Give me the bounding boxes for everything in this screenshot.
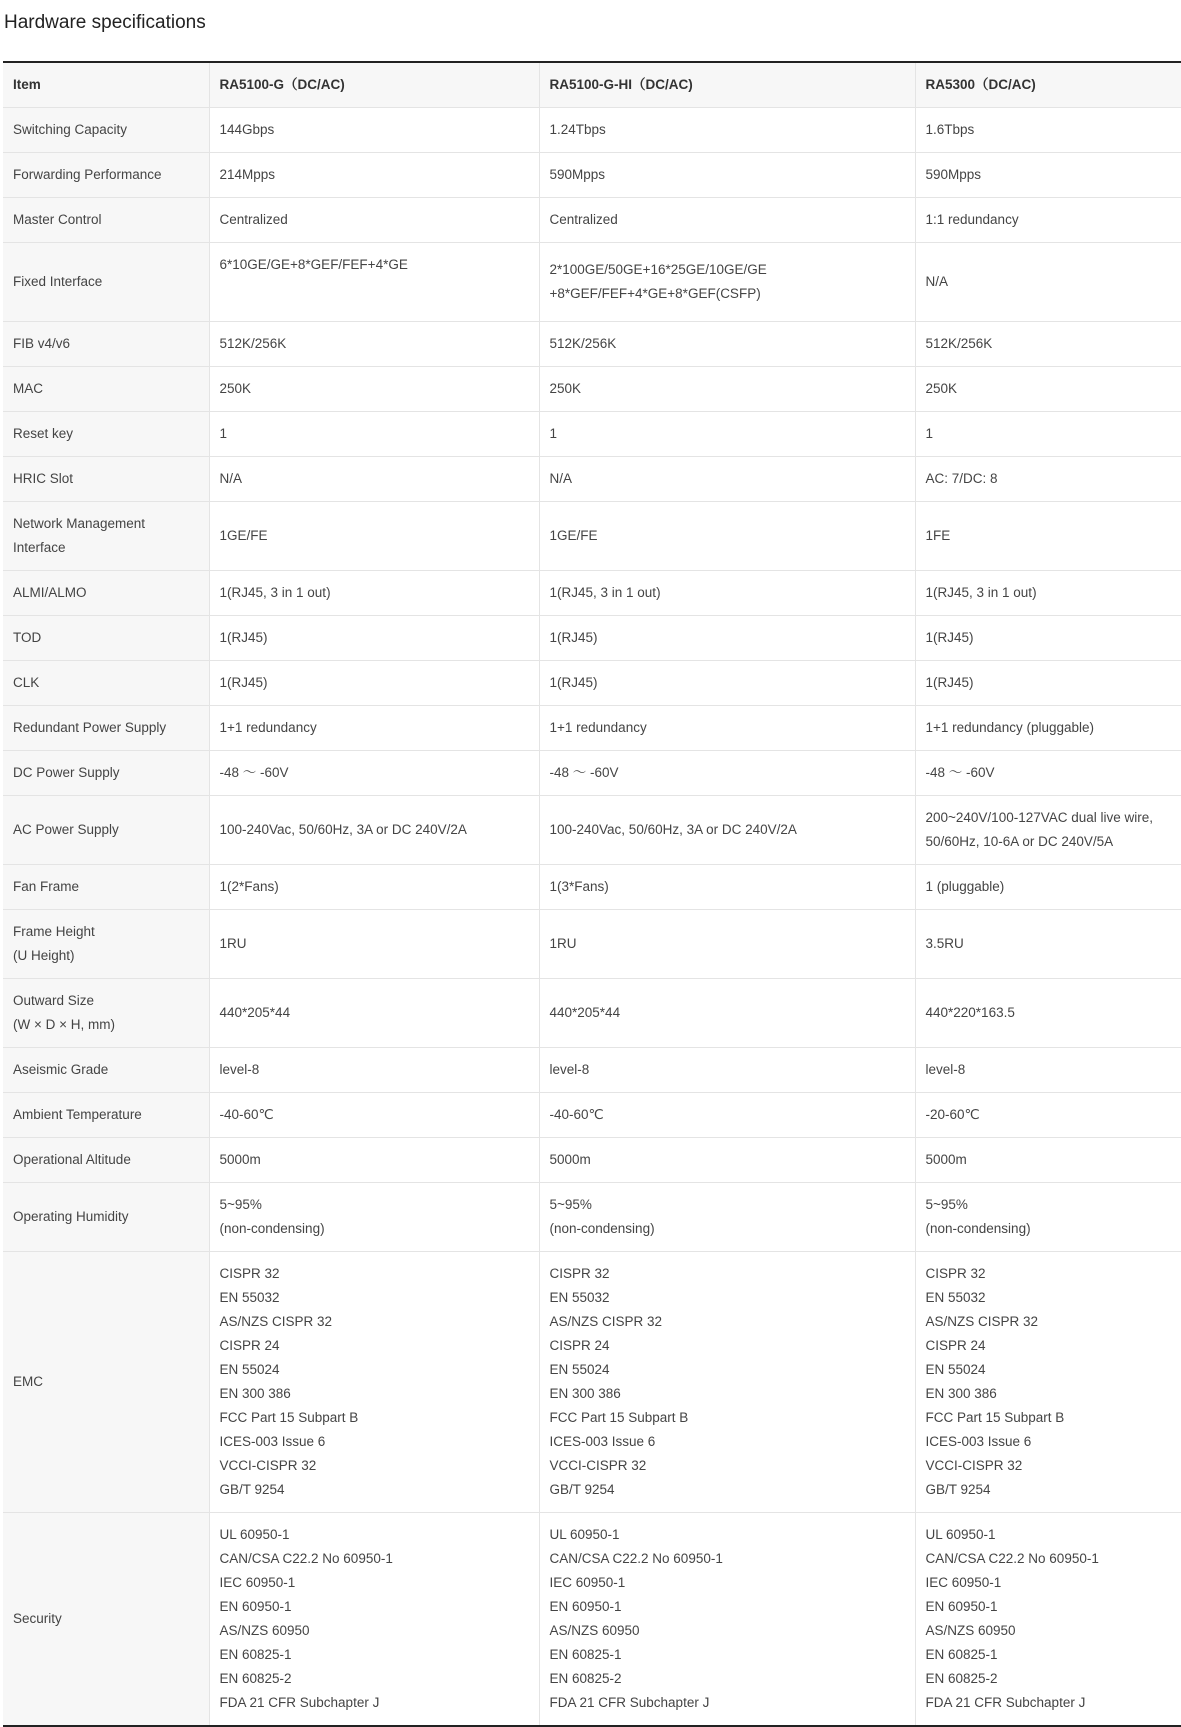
ra5100-g-hi-cell [539, 1513, 915, 1727]
cell-line: 250K [549, 381, 582, 396]
cell-line: Centralized [549, 212, 618, 227]
row-item-cell [3, 706, 209, 751]
ra5100-g-hi-cell [539, 661, 915, 706]
ra5100-g-cell [209, 367, 539, 412]
ra5300-cell [915, 502, 1181, 571]
ra5300-cell [915, 796, 1181, 865]
cell-line: 512K/256K [219, 336, 287, 351]
cell-line: EN 55032 [219, 1290, 280, 1305]
ra5100-g-cell [209, 1513, 539, 1727]
cell-line: +8*GEF/FEF+4*GE+8*GEF(CSFP) [549, 286, 761, 301]
cell-line: EN 60950-1 [549, 1599, 622, 1614]
cell-line: AS/NZS 60950 [925, 1623, 1016, 1638]
row-item-cell [3, 1138, 209, 1183]
row-item-cell [3, 910, 209, 979]
cell-line: N/A [219, 471, 243, 486]
row-item-cell [3, 153, 209, 198]
cell-line: 512K/256K [925, 336, 993, 351]
cell-line: 1.24Tbps [549, 122, 606, 137]
ra5100-g-cell [209, 616, 539, 661]
cell-line: 6*10GE/GE+8*GEF/FEF+4*GE [219, 257, 408, 272]
cell-line: N/A [549, 471, 573, 486]
cell-line: FCC Part 15 Subpart B [549, 1410, 689, 1425]
cell-line: level-8 [549, 1062, 590, 1077]
cell-line: EN 60825-1 [925, 1647, 998, 1662]
ra5100-g-cell [209, 1183, 539, 1252]
cell-line: IEC 60950-1 [925, 1575, 1002, 1590]
cell-line: 5~95% [219, 1197, 262, 1212]
ra5100-g-cell [209, 457, 539, 502]
cell-line: IEC 60950-1 [549, 1575, 626, 1590]
row-item-cell [3, 243, 209, 322]
table-row [3, 322, 1181, 367]
ra5300-cell [915, 571, 1181, 616]
ra5100-g-hi-cell [539, 1093, 915, 1138]
cell-line: 1.6Tbps [925, 122, 975, 137]
cell-line: Network Management [13, 516, 146, 531]
ra5100-g-cell [209, 979, 539, 1048]
ra5300-cell [915, 1252, 1181, 1513]
ra5300-cell [915, 1093, 1181, 1138]
cell-line: CISPR 24 [925, 1338, 986, 1353]
row-item-cell [3, 571, 209, 616]
cell-line: (non-condensing) [925, 1221, 1031, 1236]
ra5100-g-cell [209, 1252, 539, 1513]
table-row [3, 706, 1181, 751]
cell-line: EN 300 386 [925, 1386, 997, 1401]
table-body [3, 108, 1181, 1727]
cell-line: 200~240V/100-127VAC dual live wire, [925, 810, 1154, 825]
ra5100-g-cell [209, 153, 539, 198]
cell-line: 1 [925, 426, 934, 441]
cell-line: EN 300 386 [219, 1386, 291, 1401]
cell-line: EN 60825-2 [549, 1671, 622, 1686]
cell-line: Ambient Temperature [13, 1107, 142, 1122]
page-title: Hardware specifications [4, 12, 206, 33]
ra5100-g-cell [209, 1138, 539, 1183]
ra5300-cell [915, 706, 1181, 751]
ra5100-g-hi-cell [539, 457, 915, 502]
table-header-row [3, 62, 1181, 108]
ra5300-cell [915, 457, 1181, 502]
cell-line: 1(RJ45) [549, 630, 598, 645]
cell-line: 1+1 redundancy [219, 720, 317, 735]
cell-line: Interface [13, 540, 66, 555]
ra5100-g-hi-cell [539, 1252, 915, 1513]
cell-line: Centralized [219, 212, 288, 227]
ra5100-g-hi-cell [539, 153, 915, 198]
ra5300-cell [915, 751, 1181, 796]
ra5100-g-cell [209, 1048, 539, 1093]
cell-line: GB/T 9254 [925, 1482, 991, 1497]
cell-line: 590Mpps [925, 167, 982, 182]
table-row [3, 1093, 1181, 1138]
header-ra5100-g-hi: RA5100-G-HI（DC/AC) [539, 62, 915, 108]
cell-line: Fan Frame [13, 879, 80, 894]
ra5100-g-hi-cell [539, 412, 915, 457]
table-row [3, 571, 1181, 616]
cell-line: -20-60℃ [925, 1107, 980, 1122]
cell-line: 1FE [925, 528, 951, 543]
cell-line: UL 60950-1 [925, 1527, 996, 1542]
ra5100-g-cell [209, 571, 539, 616]
ra5100-g-hi-cell [539, 1138, 915, 1183]
cell-line: 5~95% [549, 1197, 592, 1212]
row-item-cell [3, 616, 209, 661]
hardware-spec-table [3, 61, 1181, 1727]
ra5300-cell [915, 198, 1181, 243]
table-row [3, 153, 1181, 198]
cell-line: IEC 60950-1 [219, 1575, 296, 1590]
cell-line: Frame Height [13, 924, 95, 939]
cell-line: -48 ～ -60V [549, 765, 619, 780]
ra5100-g-cell [209, 751, 539, 796]
row-item-cell [3, 502, 209, 571]
cell-line: 512K/256K [549, 336, 617, 351]
cell-line: level-8 [219, 1062, 260, 1077]
cell-line: 440*205*44 [219, 1005, 291, 1020]
table-row [3, 1138, 1181, 1183]
row-item-cell [3, 412, 209, 457]
row-item-cell [3, 1183, 209, 1252]
cell-line: AS/NZS 60950 [219, 1623, 310, 1638]
cell-line: EN 60950-1 [219, 1599, 292, 1614]
ra5300-cell [915, 910, 1181, 979]
row-item-cell [3, 1513, 209, 1727]
cell-line: VCCI-CISPR 32 [219, 1458, 317, 1473]
row-item-cell [3, 457, 209, 502]
table-row [3, 1048, 1181, 1093]
cell-line: MAC [13, 381, 43, 396]
cell-line: UL 60950-1 [219, 1527, 290, 1542]
ra5100-g-hi-cell [539, 1048, 915, 1093]
cell-line: 5000m [219, 1152, 261, 1167]
table-row [3, 1183, 1181, 1252]
ra5100-g-cell [209, 706, 539, 751]
ra5300-cell [915, 367, 1181, 412]
ra5100-g-hi-cell [539, 616, 915, 661]
ra5100-g-hi-cell [539, 502, 915, 571]
ra5300-cell [915, 1513, 1181, 1727]
cell-line: CAN/CSA C22.2 No 60950-1 [549, 1551, 723, 1566]
ra5100-g-hi-cell [539, 322, 915, 367]
cell-line: ICES-003 Issue 6 [549, 1434, 656, 1449]
cell-line: EN 55024 [925, 1362, 986, 1377]
cell-line: AS/NZS 60950 [549, 1623, 640, 1638]
cell-line: N/A [925, 274, 949, 289]
row-item-cell [3, 108, 209, 153]
cell-line: FDA 21 CFR Subchapter J [549, 1695, 710, 1710]
cell-line: DC Power Supply [13, 765, 120, 780]
table-row [3, 979, 1181, 1048]
cell-line: CISPR 24 [219, 1338, 280, 1353]
ra5100-g-hi-cell [539, 571, 915, 616]
ra5300-cell [915, 322, 1181, 367]
ra5300-cell [915, 108, 1181, 153]
cell-line: Reset key [13, 426, 74, 441]
cell-line: EN 60825-2 [925, 1671, 998, 1686]
table-row [3, 661, 1181, 706]
cell-line: GB/T 9254 [549, 1482, 615, 1497]
ra5100-g-cell [209, 910, 539, 979]
cell-line: EN 55024 [219, 1362, 280, 1377]
ra5100-g-hi-cell [539, 706, 915, 751]
cell-line: Outward Size [13, 993, 95, 1008]
cell-line: 1:1 redundancy [925, 212, 1019, 227]
header-ra5300: RA5300（DC/AC) [915, 62, 1181, 108]
ra5100-g-cell [209, 198, 539, 243]
cell-line: FCC Part 15 Subpart B [925, 1410, 1065, 1425]
table-row [3, 367, 1181, 412]
table-row [3, 865, 1181, 910]
cell-line: EMC [13, 1374, 43, 1389]
cell-line: CAN/CSA C22.2 No 60950-1 [925, 1551, 1099, 1566]
cell-line: 100-240Vac, 50/60Hz, 3A or DC 240V/2A [549, 822, 797, 837]
table-row [3, 412, 1181, 457]
cell-line: CISPR 24 [549, 1338, 610, 1353]
row-item-cell [3, 1093, 209, 1138]
cell-line: VCCI-CISPR 32 [549, 1458, 647, 1473]
cell-line: 440*220*163.5 [925, 1005, 1015, 1020]
cell-line: AC: 7/DC: 8 [925, 471, 998, 486]
cell-line: EN 55032 [549, 1290, 610, 1305]
cell-line: CISPR 32 [925, 1266, 986, 1281]
cell-line: -40-60℃ [219, 1107, 274, 1122]
cell-line: 1(2*Fans) [219, 879, 279, 894]
cell-line: VCCI-CISPR 32 [925, 1458, 1023, 1473]
cell-line: CAN/CSA C22.2 No 60950-1 [219, 1551, 393, 1566]
cell-line: UL 60950-1 [549, 1527, 620, 1542]
table-row [3, 457, 1181, 502]
cell-line: 1GE/FE [549, 528, 598, 543]
cell-line: FIB v4/v6 [13, 336, 71, 351]
cell-line: 5000m [925, 1152, 967, 1167]
cell-line: (W × D × H, mm) [13, 1017, 115, 1032]
cell-line: EN 55024 [549, 1362, 610, 1377]
cell-line: Operational Altitude [13, 1152, 131, 1167]
cell-line: 144Gbps [219, 122, 275, 137]
cell-line: HRIC Slot [13, 471, 74, 486]
ra5300-cell [915, 412, 1181, 457]
ra5100-g-cell [209, 1093, 539, 1138]
row-item-cell [3, 1252, 209, 1513]
row-item-cell [3, 661, 209, 706]
ra5300-cell [915, 1183, 1181, 1252]
cell-line: level-8 [925, 1062, 966, 1077]
cell-line: 1(RJ45) [925, 630, 974, 645]
cell-line: Switching Capacity [13, 122, 128, 137]
cell-line: Master Control [13, 212, 102, 227]
cell-line: Aseismic Grade [13, 1062, 109, 1077]
ra5100-g-hi-cell [539, 1183, 915, 1252]
cell-line: 1RU [549, 936, 577, 951]
row-item-cell [3, 865, 209, 910]
cell-line: TOD [13, 630, 42, 645]
cell-line: FDA 21 CFR Subchapter J [925, 1695, 1086, 1710]
cell-line: CISPR 32 [549, 1266, 610, 1281]
cell-line: 1(RJ45, 3 in 1 out) [925, 585, 1037, 600]
cell-line: Security [13, 1611, 62, 1626]
ra5300-cell [915, 243, 1181, 322]
ra5100-g-cell [209, 243, 539, 322]
cell-line: CLK [13, 675, 40, 690]
ra5300-cell [915, 979, 1181, 1048]
cell-line: -48 ～ -60V [925, 765, 995, 780]
cell-line: 2*100GE/50GE+16*25GE/10GE/GE [549, 262, 767, 277]
cell-line: (U Height) [13, 948, 75, 963]
row-item-cell [3, 322, 209, 367]
cell-line: Operating Humidity [13, 1209, 129, 1224]
cell-line: AS/NZS CISPR 32 [549, 1314, 663, 1329]
cell-line: AS/NZS CISPR 32 [219, 1314, 333, 1329]
cell-line: GB/T 9254 [219, 1482, 285, 1497]
ra5100-g-hi-cell [539, 751, 915, 796]
table-row [3, 198, 1181, 243]
ra5100-g-cell [209, 322, 539, 367]
cell-line: 214Mpps [219, 167, 276, 182]
ra5100-g-hi-cell [539, 367, 915, 412]
cell-line: 5~95% [925, 1197, 968, 1212]
cell-line: Fixed Interface [13, 274, 103, 289]
ra5300-cell [915, 616, 1181, 661]
cell-line: EN 60950-1 [925, 1599, 998, 1614]
cell-line: 590Mpps [549, 167, 606, 182]
cell-line: EN 55032 [925, 1290, 986, 1305]
cell-line: (non-condensing) [219, 1221, 325, 1236]
cell-line: 1(RJ45, 3 in 1 out) [549, 585, 661, 600]
cell-line: 1 [219, 426, 228, 441]
cell-line: -40-60℃ [549, 1107, 604, 1122]
cell-line: EN 60825-1 [549, 1647, 622, 1662]
header-item: Item [3, 62, 209, 108]
cell-line: ALMI/ALMO [13, 585, 87, 600]
cell-line: 250K [925, 381, 958, 396]
table-row [3, 910, 1181, 979]
ra5300-cell [915, 153, 1181, 198]
cell-line: 1(3*Fans) [549, 879, 609, 894]
cell-line: 3.5RU [925, 936, 964, 951]
ra5100-g-hi-cell [539, 910, 915, 979]
cell-line: CISPR 32 [219, 1266, 280, 1281]
cell-line: 1(RJ45, 3 in 1 out) [219, 585, 331, 600]
row-item-cell [3, 198, 209, 243]
cell-line: 50/60Hz, 10-6A or DC 240V/5A [925, 834, 1114, 849]
cell-line: ICES-003 Issue 6 [925, 1434, 1032, 1449]
cell-line: 1 [549, 426, 558, 441]
ra5100-g-cell [209, 108, 539, 153]
ra5100-g-hi-cell [539, 198, 915, 243]
cell-line: 1(RJ45) [549, 675, 598, 690]
cell-line: Forwarding Performance [13, 167, 162, 182]
cell-line: 1RU [219, 936, 247, 951]
ra5100-g-cell [209, 502, 539, 571]
ra5100-g-hi-cell [539, 108, 915, 153]
cell-line: 440*205*44 [549, 1005, 621, 1020]
header-ra5100-g: RA5100-G（DC/AC) [209, 62, 539, 108]
cell-line: EN 60825-2 [219, 1671, 292, 1686]
ra5100-g-cell [209, 796, 539, 865]
cell-line: 1(RJ45) [219, 675, 268, 690]
table-row [3, 502, 1181, 571]
row-item-cell [3, 1048, 209, 1093]
table-row [3, 1252, 1181, 1513]
ra5100-g-cell [209, 661, 539, 706]
cell-line: (non-condensing) [549, 1221, 655, 1236]
cell-line: 1GE/FE [219, 528, 268, 543]
cell-line: -48 ～ -60V [219, 765, 289, 780]
cell-line: 1+1 redundancy [549, 720, 647, 735]
ra5100-g-cell [209, 865, 539, 910]
ra5100-g-hi-cell [539, 796, 915, 865]
cell-line: 1+1 redundancy (pluggable) [925, 720, 1094, 735]
cell-line: 1 (pluggable) [925, 879, 1005, 894]
ra5100-g-cell [209, 412, 539, 457]
cell-line: ICES-003 Issue 6 [219, 1434, 326, 1449]
cell-line: 5000m [549, 1152, 591, 1167]
ra5100-g-hi-cell [539, 243, 915, 322]
table-row [3, 243, 1181, 322]
table-row [3, 108, 1181, 153]
cell-line: 250K [219, 381, 252, 396]
cell-line: FDA 21 CFR Subchapter J [219, 1695, 380, 1710]
ra5300-cell [915, 1138, 1181, 1183]
ra5300-cell [915, 865, 1181, 910]
ra5300-cell [915, 661, 1181, 706]
ra5100-g-hi-cell [539, 865, 915, 910]
row-item-cell [3, 751, 209, 796]
row-item-cell [3, 979, 209, 1048]
cell-line: EN 300 386 [549, 1386, 621, 1401]
table-row [3, 751, 1181, 796]
cell-line: EN 60825-1 [219, 1647, 292, 1662]
cell-line: FCC Part 15 Subpart B [219, 1410, 359, 1425]
row-item-cell [3, 367, 209, 412]
table-row [3, 796, 1181, 865]
cell-line: 1(RJ45) [219, 630, 268, 645]
ra5100-g-hi-cell [539, 979, 915, 1048]
table-row [3, 1513, 1181, 1727]
cell-line: AS/NZS CISPR 32 [925, 1314, 1039, 1329]
cell-line: AC Power Supply [13, 822, 119, 837]
cell-line: Redundant Power Supply [13, 720, 167, 735]
cell-line: 1(RJ45) [925, 675, 974, 690]
row-item-cell [3, 796, 209, 865]
ra5300-cell [915, 1048, 1181, 1093]
table-row [3, 616, 1181, 661]
cell-line: 100-240Vac, 50/60Hz, 3A or DC 240V/2A [219, 822, 467, 837]
